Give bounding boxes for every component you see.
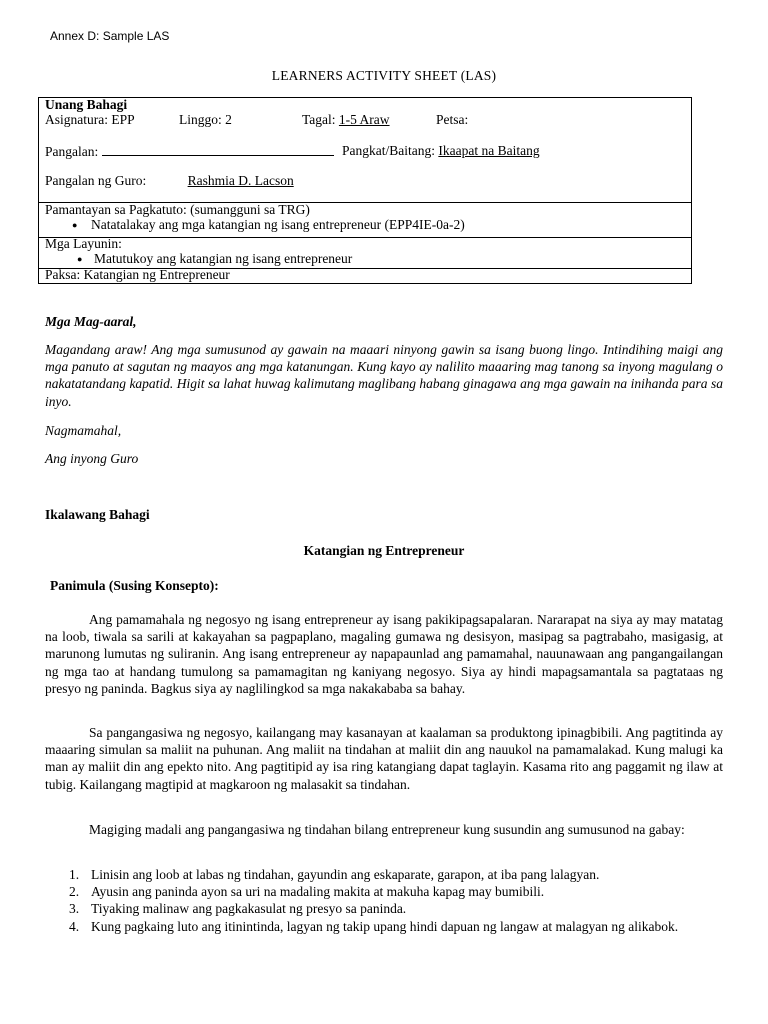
gabay-list	[45, 866, 723, 935]
pangalan-field	[45, 143, 334, 160]
list-item-text: Tiyaking malinaw ang pagkakasulat ng presyo sa paninda.	[91, 901, 407, 917]
layunin-label: Mga Layunin:	[45, 236, 122, 251]
intro-paragraph-2: Sa pangangasiwa ng negosyo, kailangang may kasanayan at kaalaman sa produktong ipinagbibili. Ang pagtitinda ay maaaring simulan sa maliit na puhunan. Ang maliit na tindahan at maliit din ang nauukol na pamamalakad. Kung malugi ka man ay maliit din ang epekto nito. Ang pagtitipid ay isa ring katangiang dapat taglayin. Kasama rito ang paggamit ng ilaw at tubig. Kailangang magtipid at magkaroon ng malasakit sa tindahan.	[45, 725, 723, 792]
list-item-text: Linisin ang loob at labas ng tindahan, gayundin ang eskaparate, garapon, at iba pang lalagyan.	[91, 867, 600, 882]
pamantayan-label: Pamantayan sa Pagkatuto: (sumangguni sa TRG)	[45, 202, 310, 217]
letter-closing: Nagmamahal,	[45, 423, 122, 438]
pangkat-label: Pangkat/Baitang:	[342, 143, 439, 158]
intro-paragraph-1: Ang pamamahala ng negosyo ng isang entrepreneur ay isang pakikipagsapalaran. Nararapat na siya ay may matatag na loob, tiwala sa sarili at kakayahan sa pagpaplano, magaling gumawa ng desisyon, masipag sa pagtrabaho, masigasig, at marunong lumutas ng suliranin. Ang isang entrepreneur ay napapaunlad ang pamamahal, nauunawaan ang pangangailangan ng mga tao at handang tumulong sa pamamagitan ng kaniyang negosyo. Siya ay hindi mapagsamantala sa pagtataas ng presyo ng paninda. Bagkus siya ay naglilingkod sa mga nakakababa sa bahay.	[45, 612, 723, 696]
tagal-label: Tagal:	[302, 112, 339, 127]
linggo-field: Linggo: 2	[179, 112, 232, 127]
pangalan-blank[interactable]	[102, 143, 334, 156]
annex-label: Annex D: Sample LAS	[50, 29, 170, 43]
list-item-number: 4.	[69, 918, 80, 934]
pangkat-field	[342, 143, 540, 159]
bullet-icon: ●	[72, 220, 78, 230]
panimula-heading: Panimula (Susing Konsepto):	[50, 578, 219, 593]
petsa-field: Petsa:	[436, 112, 469, 127]
layunin-item: Matutukoy ang katangian ng isang entrepreneur	[94, 251, 353, 266]
tagal-field	[302, 112, 390, 128]
info-table	[38, 97, 692, 284]
paksa-section	[39, 268, 691, 284]
paksa-field: Paksa: Katangian ng Entrepreneur	[45, 267, 230, 282]
pangkat-value: Ikaapat na Baitang	[438, 143, 540, 158]
layunin-section	[39, 237, 691, 269]
sheet-title: LEARNERS ACTIVITY SHEET (LAS)	[271, 68, 497, 83]
list-item	[45, 918, 723, 935]
list-item-text: Ayusin ang paninda ayon sa uri na madaling makita at makuha kapag may bumibili.	[91, 884, 545, 900]
unang-bahagi-heading: Unang Bahagi	[45, 97, 128, 112]
topic-title: Katangian ng Entrepreneur	[303, 543, 465, 558]
guro-label: Pangalan ng Guro:	[45, 173, 150, 188]
unang-bahagi-section	[39, 98, 691, 203]
intro-paragraph-3: Magiging madali ang pangangasiwa ng tindahan bilang entrepreneur kung susundin ang sumusunod na gabay:	[89, 822, 685, 837]
list-item-number: 2.	[69, 884, 80, 900]
pangalan-label: Pangalan:	[45, 144, 99, 159]
letter-signature: Ang inyong Guro	[45, 451, 139, 466]
list-item	[45, 900, 723, 917]
guro-value: Rashmia D. Lacson	[187, 173, 294, 188]
ikalawang-bahagi-heading: Ikalawang Bahagi	[45, 507, 150, 522]
list-item	[45, 883, 723, 900]
list-item-text: Kung pagkaing luto ang itinintinda, lagyan ng takip upang hindi dapuan ng langaw at malagyan ng alikabok.	[91, 918, 679, 934]
list-item-number: 1.	[69, 867, 80, 882]
tagal-value: 1-5 Araw	[338, 112, 390, 127]
list-item-number: 3.	[69, 901, 80, 917]
letter-salutation: Mga Mag-aaral,	[45, 314, 137, 329]
pamantayan-section	[39, 202, 691, 238]
asignatura-field: Asignatura: EPP	[45, 112, 135, 127]
pamantayan-item: Natatalakay ang mga katangian ng isang entrepreneur (EPP4IE-0a-2)	[91, 217, 465, 232]
bullet-icon: ●	[77, 254, 83, 264]
list-item	[45, 866, 723, 883]
letter-body: Magandang araw! Ang mga sumusunod ay gawain na maaari ninyong gawin sa isang buong lingo. Intindihing maigi ang mga panuto at sagutan ng maayos ang mga katanungan. Kung kayo ay nalilito maaaring mag tanong sa inyong magulang o nakatatandang kapatid. Higit sa lahat huwag kalimutang maglibang habang ginagawa ang mga gawain na inihanda para sa inyo.	[45, 342, 723, 409]
guro-field	[45, 173, 326, 189]
